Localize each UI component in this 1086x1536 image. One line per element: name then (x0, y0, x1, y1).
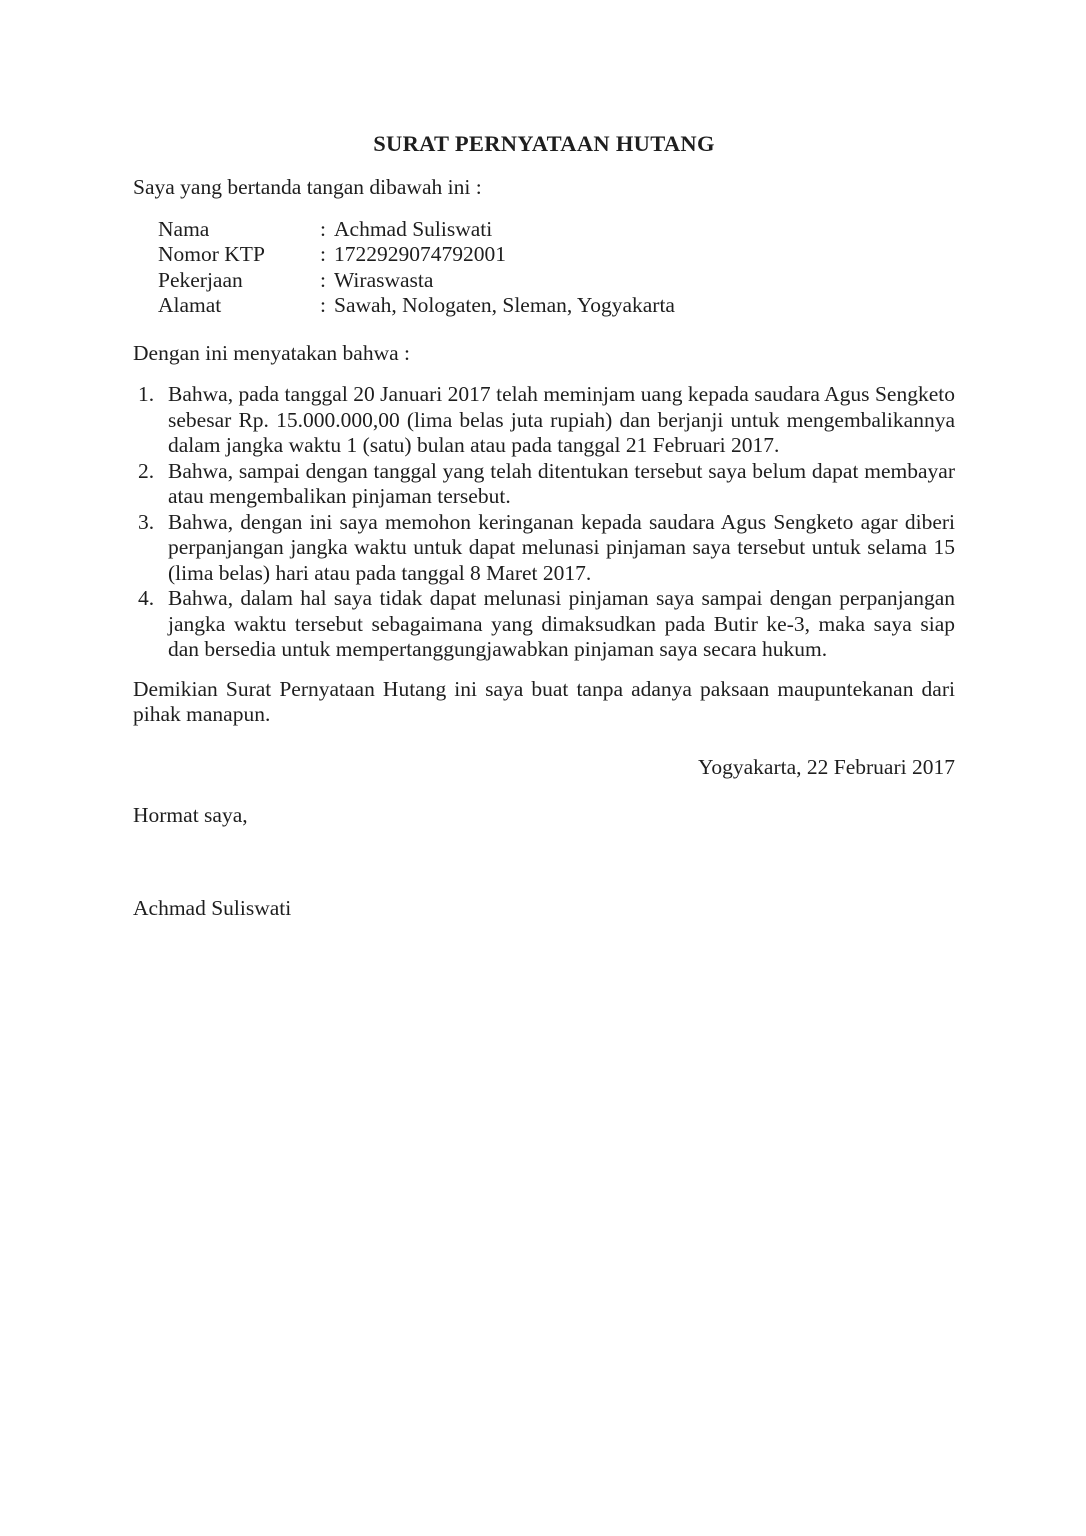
field-separator: : (320, 242, 326, 266)
field-separator: : (320, 267, 326, 292)
document-title: SURAT PERNYATAAN HUTANG (373, 131, 715, 156)
field-label: Alamat (158, 293, 222, 317)
list-item-text: Bahwa, pada tanggal 20 Januari 2017 telah meminjam uang kepada saudara Agus Sengketo sebesar Rp. 15.000.000,00 (lima belas juta rupiah) dan berjanji untuk mengembalikannya dalam jangka waktu 1 (satu) bulan atau pada tanggal 21 Februari 2017. (168, 382, 955, 457)
list-item (133, 510, 955, 587)
signature-name: Achmad Suliswati (133, 895, 292, 920)
intro-line: Saya yang bertanda tangan dibawah ini : (133, 175, 482, 199)
list-item-text: Bahwa, dengan ini saya memohon keringanan kepada saudara Agus Sengketo agar diberi perpanjangan jangka waktu untuk dapat melunasi pinjaman saya tersebut untuk selama 15 (lima belas) hari atau pada tanggal 8 Maret 2017. (168, 509, 955, 585)
closing-paragraph: Demikian Surat Pernyataan Hutang ini saya buat tanpa adanya paksaan maupuntekanan dari pihak manapun. (133, 676, 955, 726)
field-value: Achmad Suliswati (334, 216, 493, 241)
list-item-text: Bahwa, sampai dengan tanggal yang telah ditentukan tersebut saya belum dapat membayar atau mengembalikan pinjaman tersebut. (168, 458, 955, 508)
identity-fields (158, 217, 955, 319)
list-item-number: 3. (138, 509, 155, 534)
field-row-pekerjaan (158, 268, 955, 294)
list-item (133, 586, 955, 663)
field-value: Wiraswasta (334, 267, 434, 292)
field-label: Nomor KTP (158, 242, 265, 266)
field-separator: : (320, 216, 326, 241)
field-value: 1722929074792001 (334, 242, 506, 266)
list-item-number: 2. (138, 458, 155, 483)
list-item (133, 382, 955, 459)
statement-points-list (133, 382, 955, 663)
field-row-nomor-ktp (158, 242, 955, 268)
field-label: Nama (158, 216, 210, 241)
salutation-line: Hormat saya, (133, 803, 248, 827)
field-value: Sawah, Nologaten, Sleman, Yogyakarta (334, 293, 675, 317)
list-item-number: 4. (138, 586, 155, 610)
field-separator: : (320, 293, 326, 317)
field-label: Pekerjaan (158, 267, 243, 292)
field-row-alamat (158, 293, 955, 319)
field-row-nama (158, 217, 955, 243)
list-item-text: Bahwa, dalam hal saya tidak dapat melunasi pinjaman saya sampai dengan perpanjangan jangka waktu tersebut sebagaimana yang dimaksudkan pada Butir ke-3, maka saya siap dan bersedia untuk mempertanggungjawabkan pinjaman saya secara hukum. (168, 586, 955, 661)
list-item-number: 1. (138, 382, 155, 406)
statement-intro-line: Dengan ini menyatakan bahwa : (133, 340, 411, 365)
list-item (133, 459, 955, 510)
place-date-line: Yogyakarta, 22 Februari 2017 (698, 754, 955, 779)
